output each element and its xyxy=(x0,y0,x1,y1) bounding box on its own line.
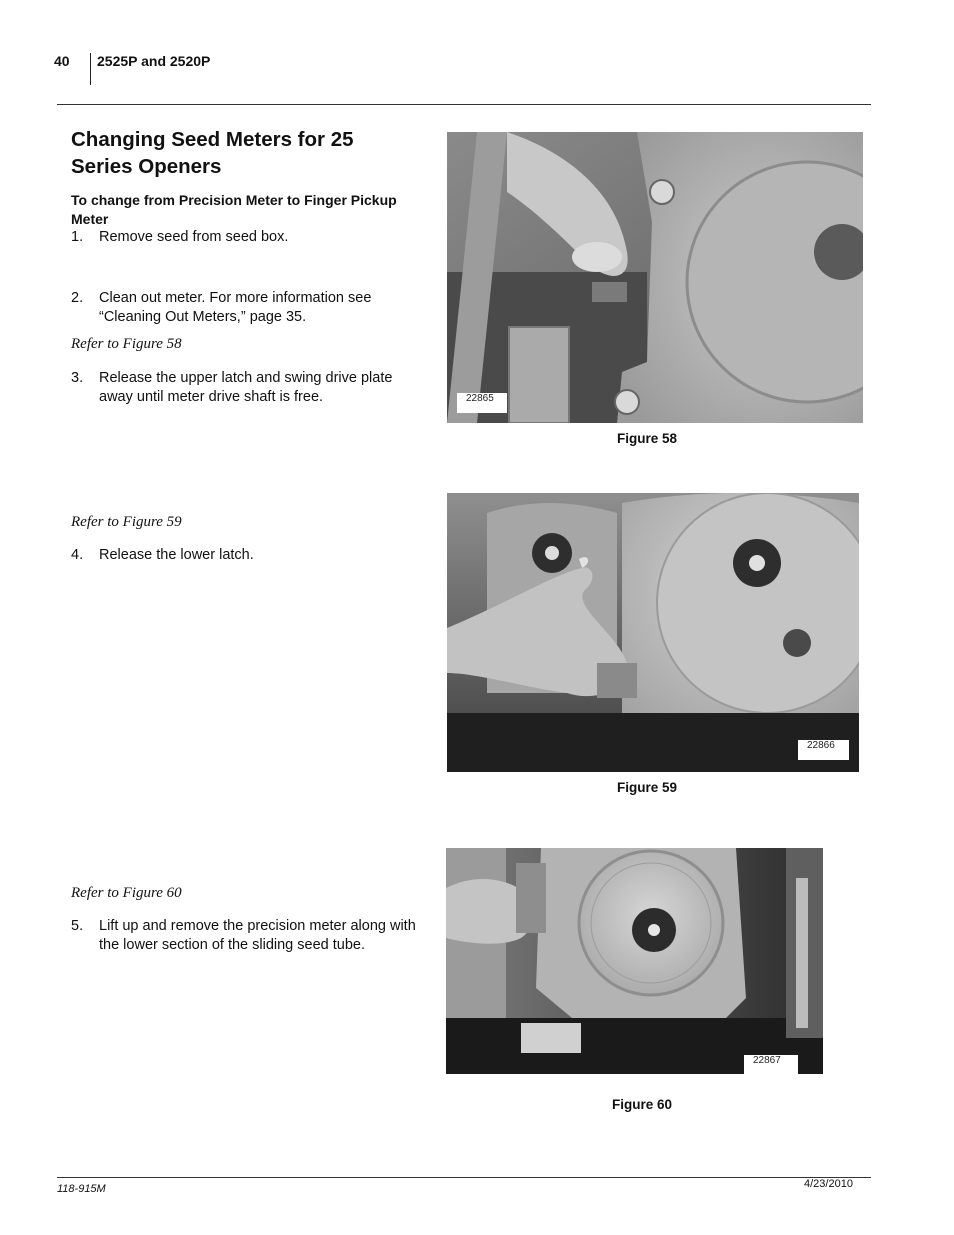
figure-reference-59: Refer to Figure 59 xyxy=(71,514,182,530)
step-number: 4. xyxy=(71,547,84,563)
step-number: 2. xyxy=(71,290,84,306)
step-text: Release the lower latch. xyxy=(99,547,254,563)
revision-date: 4/23/2010 xyxy=(804,1178,853,1190)
step-5 xyxy=(71,917,421,955)
figure-60-caption: Figure 60 xyxy=(612,1097,673,1112)
step-number: 3. xyxy=(71,370,84,386)
figure-58-tag: 22865 xyxy=(457,393,507,413)
section-subtitle: To change from Precision Meter to Finger Pickup Meter xyxy=(71,192,397,227)
section-title: Changing Seed Meters for 25 Series Openers xyxy=(71,128,354,178)
figure-60-photo xyxy=(446,848,823,1074)
step-1 xyxy=(71,228,421,247)
step-number: 1. xyxy=(71,229,84,245)
figure-59-photo xyxy=(447,493,859,772)
step-3 xyxy=(71,369,421,407)
figure-reference-60: Refer to Figure 60 xyxy=(71,885,182,901)
figure-59-tag: 22866 xyxy=(798,740,849,760)
header-rule xyxy=(57,104,871,105)
step-text: Clean out meter. For more information see “Cleaning Out Meters,” page 35. xyxy=(99,290,372,325)
step-2 xyxy=(71,289,421,327)
figure-58-photo xyxy=(447,132,863,423)
figure-reference-58: Refer to Figure 58 xyxy=(71,336,182,352)
header-divider xyxy=(90,53,91,85)
step-text: Release the upper latch and swing drive plate away until meter drive shaft is free. xyxy=(99,370,393,405)
figure-58-caption: Figure 58 xyxy=(617,431,678,446)
page-number: 40 xyxy=(54,53,70,69)
step-text: Remove seed from seed box. xyxy=(99,229,289,245)
step-text: Lift up and remove the precision meter along with the lower section of the sliding seed tube. xyxy=(99,918,416,953)
footer-rule xyxy=(57,1177,871,1178)
model-title: 2525P and 2520P xyxy=(97,53,211,69)
figure-60-tag: 22867 xyxy=(744,1055,798,1074)
step-4 xyxy=(71,546,421,565)
figure-59-caption: Figure 59 xyxy=(617,780,678,795)
step-number: 5. xyxy=(71,918,84,934)
document-number: 118-915M xyxy=(57,1183,106,1195)
